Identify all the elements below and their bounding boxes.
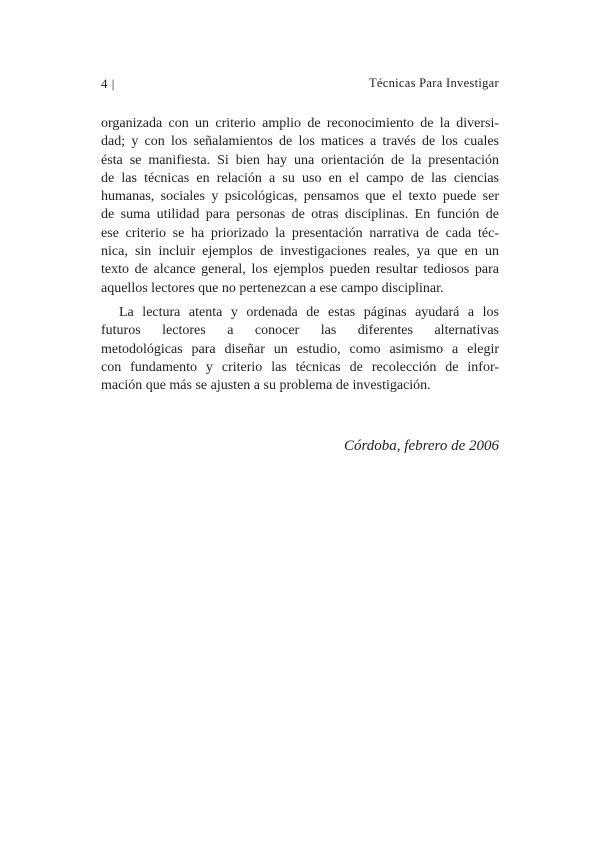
text-line: de suma utilidad para personas de otras disciplinas. En función de xyxy=(101,207,499,223)
page-header xyxy=(101,76,499,96)
page-number: 4 | xyxy=(101,76,115,91)
text-line: nica, sin incluir ejemplos de investigaciones reales, ya que en un xyxy=(101,244,499,260)
text-line: metodológicas para diseñar un estudio, como asimismo a elegir xyxy=(101,341,499,357)
text-line: aquellos lectores que no pertenezcan a ese campo disciplinar. xyxy=(101,280,444,296)
paragraph-2 xyxy=(101,304,499,395)
running-title: Técnicas Para Investigar xyxy=(368,76,499,90)
text-line: de las técnicas en relación a su uso en el campo de las ciencias xyxy=(101,170,499,186)
text-line: con fundamento y criterio las técnicas de recolección de infor- xyxy=(101,359,499,375)
text-line: ese criterio se ha priorizado la presentación narrativa de cada téc- xyxy=(101,225,499,241)
paragraph-1 xyxy=(101,115,499,298)
place-date-signature: Córdoba, febrero de 2006 xyxy=(344,438,499,454)
text-line: humanas, sociales y psicológicas, pensamos que el texto puede ser xyxy=(101,189,499,205)
text-line: dad; y con los señalamientos de los matices a través de los cuales xyxy=(101,134,499,150)
text-line: texto de alcance general, los ejemplos pueden resultar tediosos para xyxy=(101,262,499,278)
body-text xyxy=(101,115,499,395)
text-line: futuros lectores a conocer las diferentes alternativas xyxy=(101,323,499,339)
text-line: ésta se manifiesta. Si bien hay una orientación de la presentación xyxy=(101,152,499,168)
text-line: organizada con un criterio amplio de reconocimiento de la diversi- xyxy=(101,116,499,131)
text-line: La lectura atenta y ordenada de estas páginas ayudará a los xyxy=(119,304,499,320)
text-line: mación que más se ajusten a su problema de investigación. xyxy=(101,378,431,394)
